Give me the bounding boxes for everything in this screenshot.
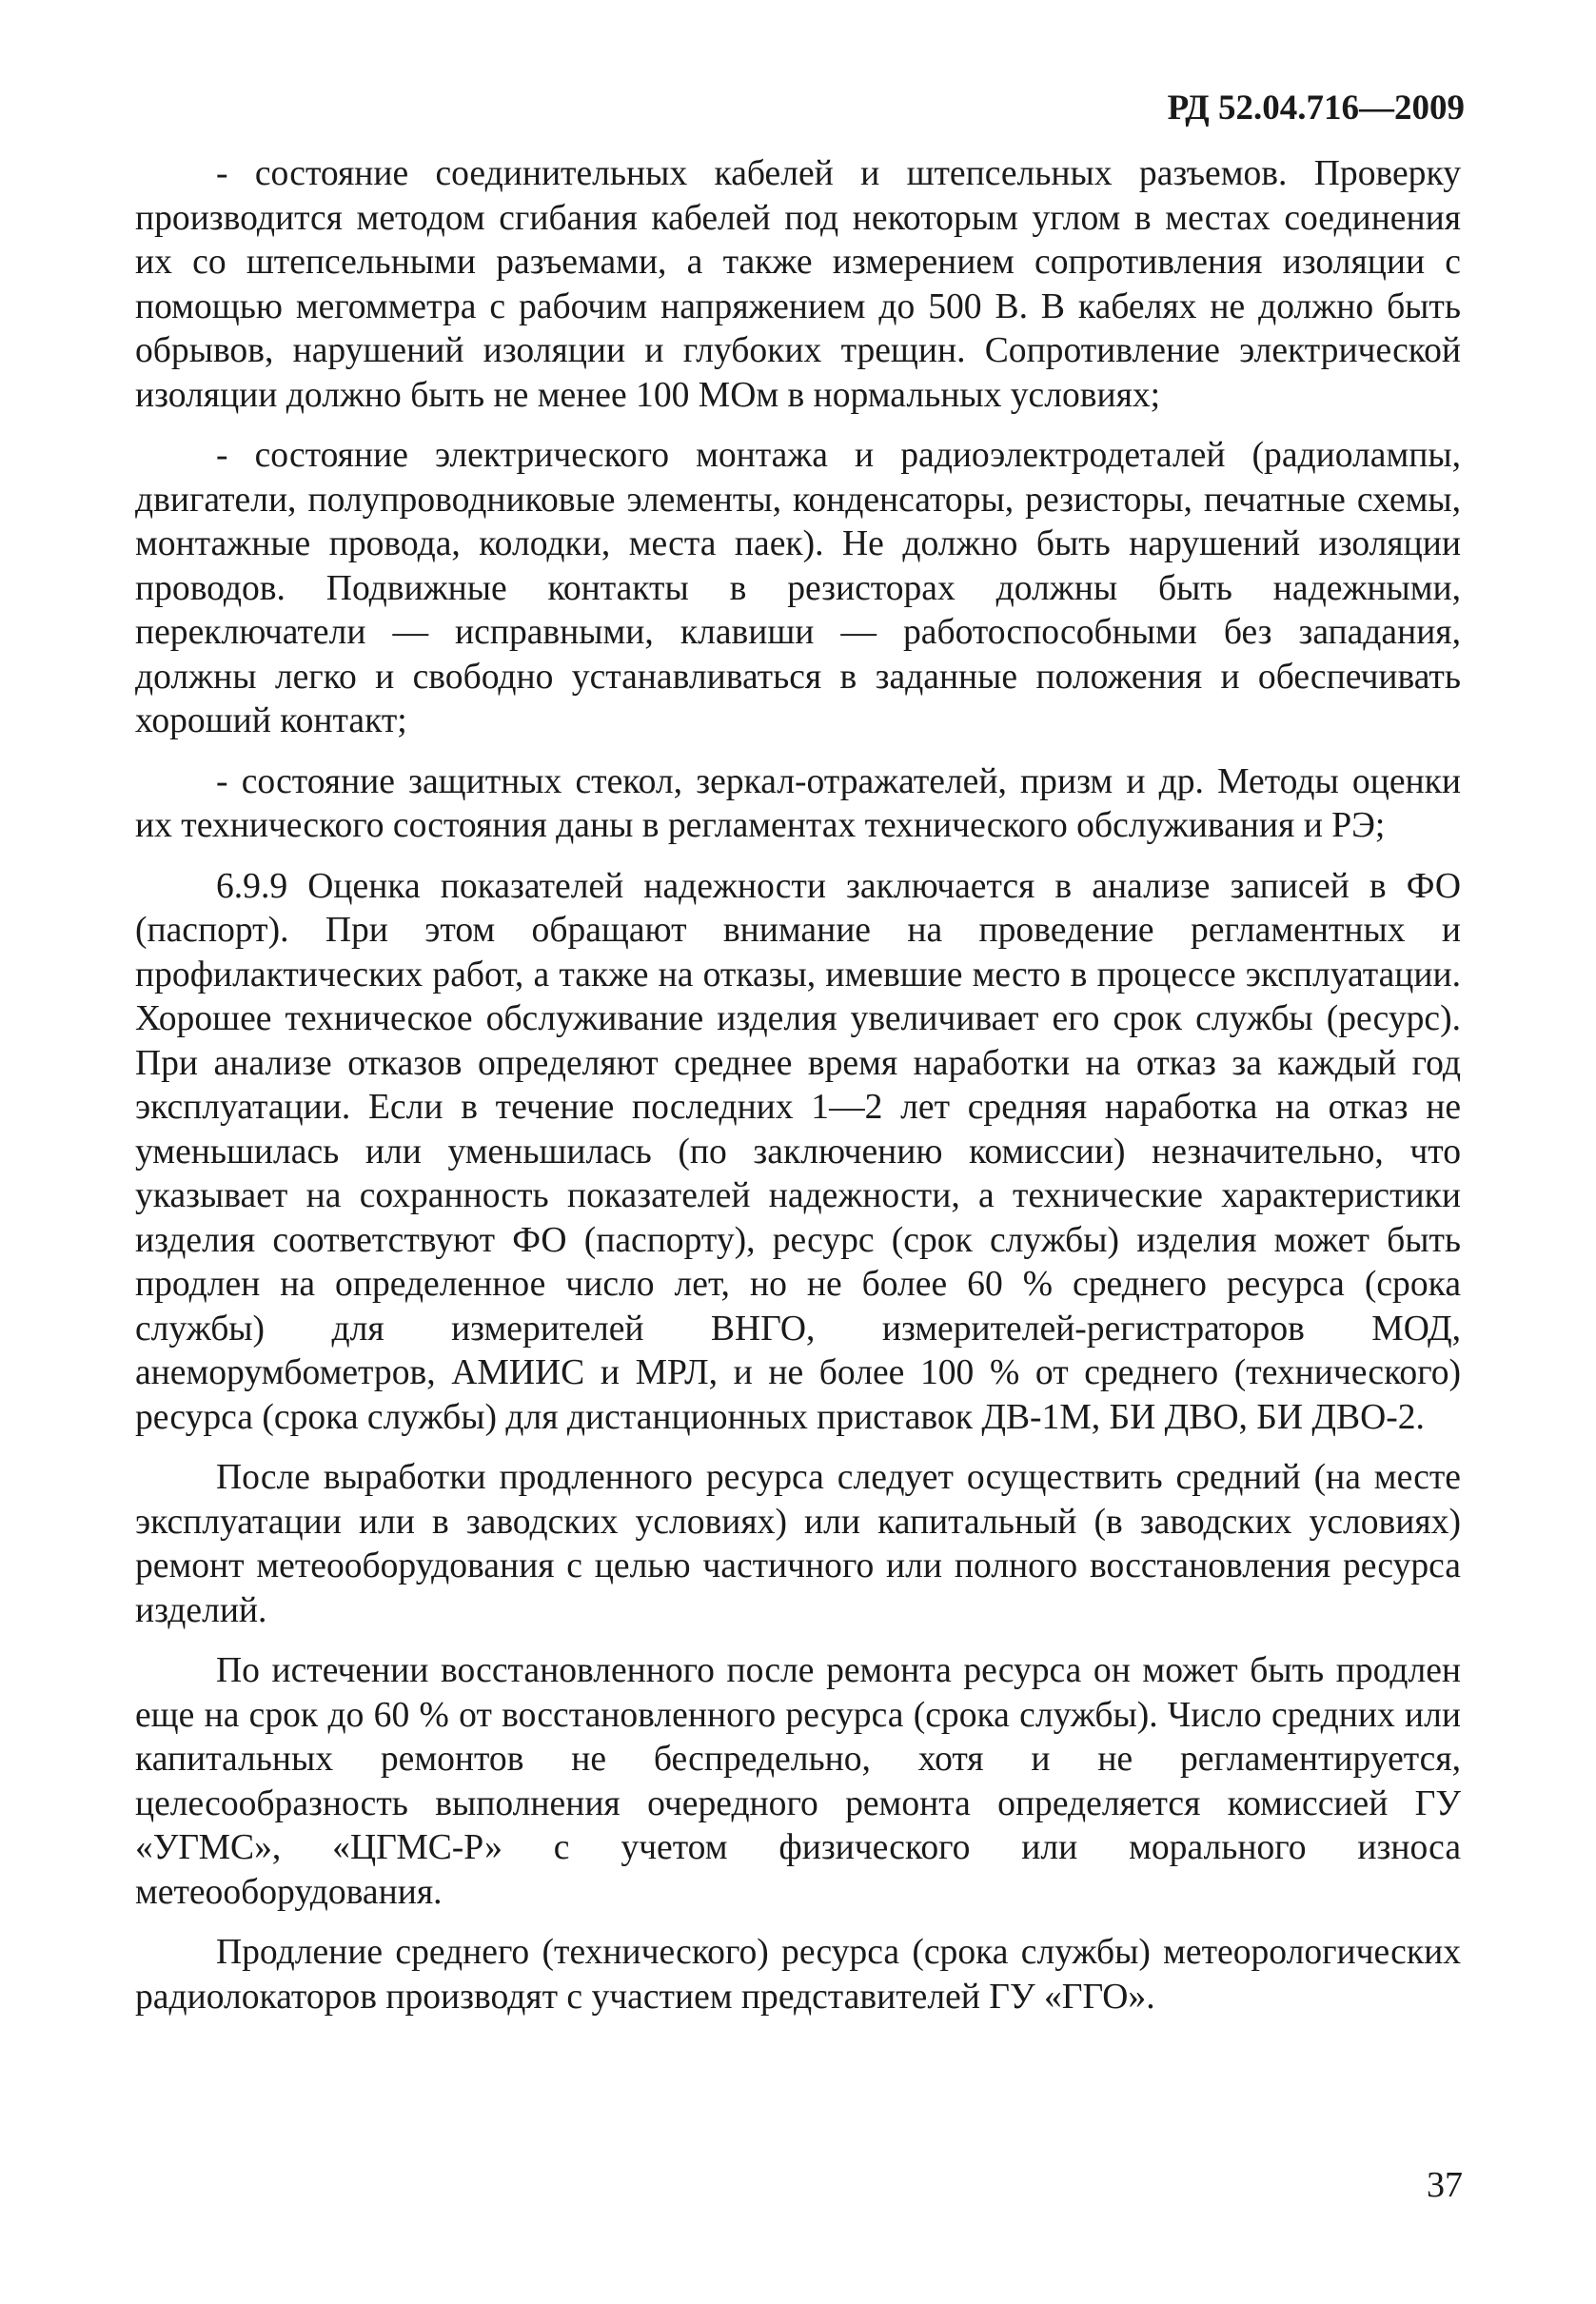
paragraph-restored-resource: По истечении восстановленного после ремонта ресурса он может быть продлен еще на срок до 60 % от восстановленного ресурса (срока службы). Число средних или капитальных ремонтов не беспредельно, хотя и не регламентируется, целесообразность выполнения очередного ремонта определяется комиссией ГУ «УГМС», «ЦГМС-Р» с учетом физического или морального износа метеооборудования. [135, 1651, 1461, 1912]
paragraph-cables: - состояние соединительных кабелей и штепсельных разъемов. Проверку производится методом сгибания кабелей под некоторым углом в местах соединения их со штепсельными разъемами, а также измерением сопротивления изоляции с помощью мегомметра с рабочим напряжением до 500 В. В кабелях не должно быть обрывов, нарушений изоляции и глубоких трещин. Сопротивление электрической изоляции должно быть не менее 100 МОм в нормальных условиях; [135, 154, 1461, 415]
paragraph-electrical-mounting: - состояние электрического монтажа и радиоэлектродеталей (радиолампы, двигатели, полупроводниковые элементы, конденсаторы, резисторы, печатные схемы, монтажные провода, колодки, места паек). Не должно быть нарушений изоляции проводов. Подвижные контакты в резисторах должны быть надежными, переключатели — исправными, клавиши — работоспособными без западания, должны легко и свободно устанавливаться в заданные положения и обеспечивать хороший контакт; [135, 436, 1461, 740]
page-number: 37 [1427, 2165, 1463, 2205]
paragraph-protective-glass: - состояние защитных стекол, зеркал-отражателей, призм и др. Методы оценки их технического состояния даны в регламентах технического обслуживания и РЭ; [135, 761, 1461, 845]
body-text [135, 152, 1461, 2019]
paragraph-after-extended-resource: После выработки продленного ресурса следует осуществить средний (на месте эксплуатации или в заводских условиях) или капитальный (в заводских условиях) ремонт метеооборудования с целью частичного или полного восстановления ресурса изделий. [135, 1458, 1461, 1630]
paragraph-radar-extension: Продление среднего (технического) ресурса (срока службы) метеорологических радиолокаторов производят с участием представителей ГУ «ГГО». [135, 1933, 1461, 2017]
document-code: РД 52.04.716—2009 [1167, 89, 1465, 128]
paragraph-reliability-assessment: 6.9.9 Оценка показателей надежности заключается в анализе записей в ФО (паспорт). При этом обращают внимание на проведение регламентных и профилактических работ, а также на отказы, имевшие место в процессе эксплуатации. Хорошее техническое обслуживание изделия увеличивает его срок службы (ресурс). При анализе отказов определяют среднее время наработки на отказ за каждый год эксплуатации. Если в течение последних 1—2 лет средняя наработка на отказ не уменьшилась или уменьшилась (по заключению комиссии) незначительно, что указывает на сохранность показателей надежности, а технические характеристики изделия соответствуют ФО (паспорту), ресурс (срок службы) изделия может быть продлен на определенное число лет, но не более 60 % среднего ресурса (срока службы) для измерителей ВНГО, измерителей-регистраторов МОД, анеморумбометров, АМИИС и МРЛ, и не более 100 % от среднего (технического) ресурса (срока службы) для дистанционных приставок ДВ-1М, БИ ДВО, БИ ДВО-2. [135, 866, 1461, 1437]
